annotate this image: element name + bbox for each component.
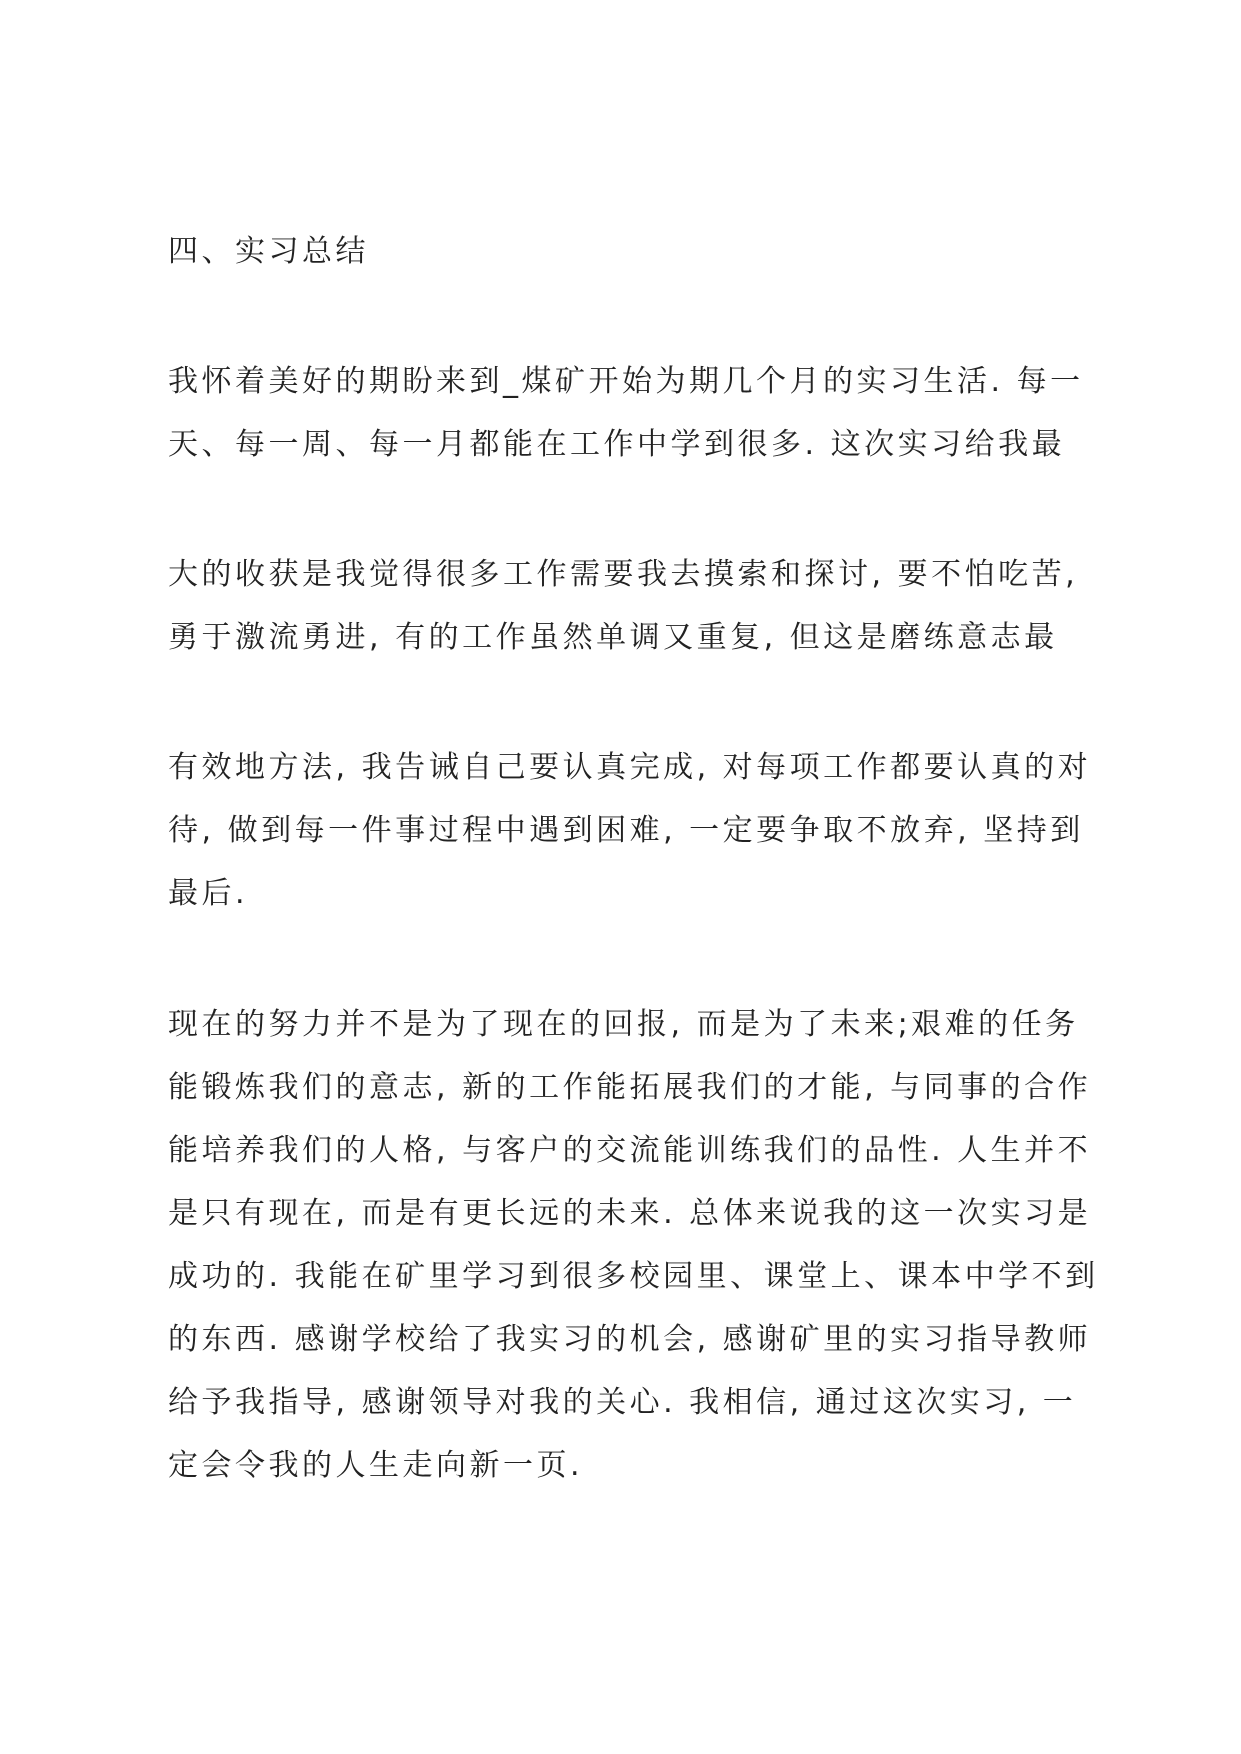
text-line: 是只有现在, 而是有更长远的未来. 总体来说我的这一次实习是 <box>168 1196 1092 1231</box>
text-line: 我怀着美好的期盼来到_煤矿开始为期几个月的实习生活. 每一 <box>168 364 1084 399</box>
text-line: 大的收获是我觉得很多工作需要我去摸索和探讨, 要不怕吃苦, <box>168 557 1079 592</box>
text-line: 勇于激流勇进, 有的工作虽然单调又重复, 但这是磨练意志最 <box>168 620 1058 655</box>
text-line: 成功的. 我能在矿里学习到很多校园里、课堂上、课本中学不到 <box>168 1259 1099 1294</box>
text-line: 最后. <box>168 876 249 911</box>
section-heading: 四、实习总结 <box>168 234 369 269</box>
text-line: 能锻炼我们的意志, 新的工作能拓展我们的才能, 与同事的合作 <box>168 1070 1092 1105</box>
text-line: 天、每一周、每一月都能在工作中学到很多. 这次实习给我最 <box>168 427 1066 462</box>
text-line: 有效地方法, 我告诫自己要认真完成, 对每项工作都要认真的对 <box>168 750 1092 785</box>
text-line: 定会令我的人生走向新一页. <box>168 1448 584 1483</box>
text-line: 的东西. 感谢学校给了我实习的机会, 感谢矿里的实习指导教师 <box>168 1322 1092 1357</box>
text-line: 待, 做到每一件事过程中遇到困难, 一定要争取不放弃, 坚持到 <box>168 813 1084 848</box>
text-line: 给予我指导, 感谢领导对我的关心. 我相信, 通过这次实习, 一 <box>168 1385 1077 1420</box>
text-line: 现在的努力并不是为了现在的回报, 而是为了未来;艰难的任务 <box>168 1007 1079 1042</box>
text-line: 能培养我们的人格, 与客户的交流能训练我们的品性. 人生并不 <box>168 1133 1092 1168</box>
